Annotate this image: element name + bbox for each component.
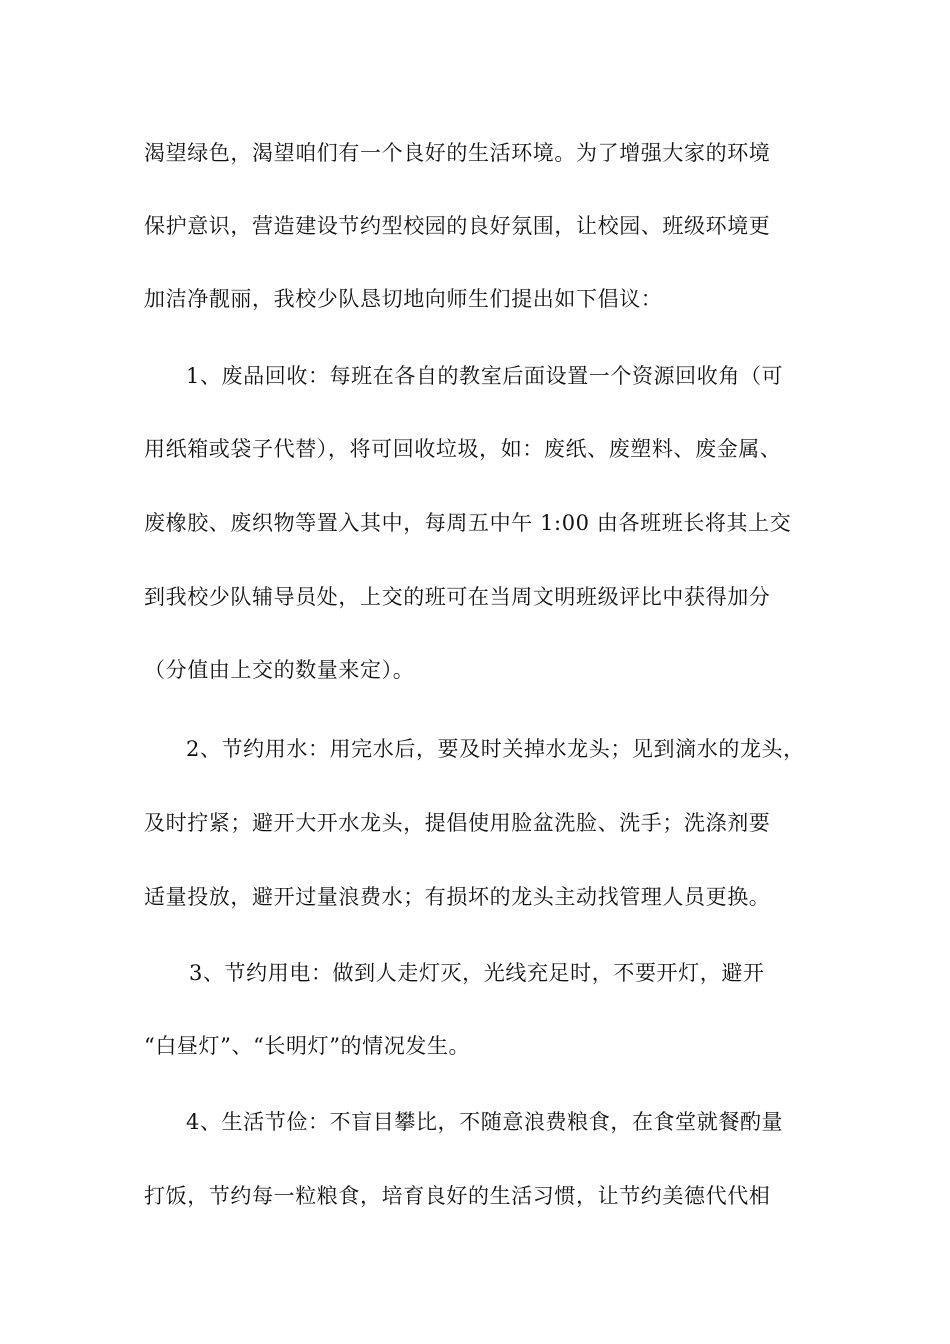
item-3-line-2: “白昼灯”、“长明灯”的情况发生。 <box>144 1034 471 1058</box>
paragraph-intro-line-2: 保护意识，营造建设节约型校园的良好氛围，让校园、班级环境更 <box>144 214 771 238</box>
item-1-line-5: （分值由上交的数量来定）。 <box>144 658 415 682</box>
item-1-line-3: 废橡胶、废织物等置入其中，每周五中午 1:00 由各班班长将其上交 <box>144 511 792 535</box>
item-2-line-1: 2、节约用水：用完水后，要及时关掉水龙头；见到滴水的龙头， <box>186 737 805 761</box>
item-3-line-1: 3、节约用电：做到人走灯灭，光线充足时，不要开灯，避开 <box>189 961 765 985</box>
item-1-line-1: 1、废品回收：每班在各自的教室后面设置一个资源回收角（可 <box>186 364 784 388</box>
item-2-line-2: 及时拧紧；避开大开水龙头，提倡使用脸盆洗脸、洗手；洗涤剂要 <box>144 811 771 835</box>
item-4-line-2: 打饭，节约每一粒粮食，培育良好的生活习惯，让节约美德代代相 <box>144 1184 771 1208</box>
paragraph-intro-line-3: 加洁净靓丽，我校少队恳切地向师生们提出如下倡议： <box>144 287 663 311</box>
item-1-line-2: 用纸箱或袋子代替），将可回收垃圾，如：废纸、废塑料、废金属、 <box>144 437 782 461</box>
item-2-line-3: 适量投放，避开过量浪费水；有损坏的龙头主动找管理人员更换。 <box>144 885 771 909</box>
paragraph-intro-line-1: 渴望绿色，渴望咱们有一个良好的生活环境。为了增强大家的环境 <box>144 141 771 165</box>
item-4-line-1: 4、生活节俭：不盲目攀比，不随意浪费粮食，在食堂就餐酌量 <box>186 1110 784 1134</box>
item-1-line-4: 到我校少队辅导员处，上交的班可在当周文明班级评比中获得加分 <box>144 585 771 609</box>
